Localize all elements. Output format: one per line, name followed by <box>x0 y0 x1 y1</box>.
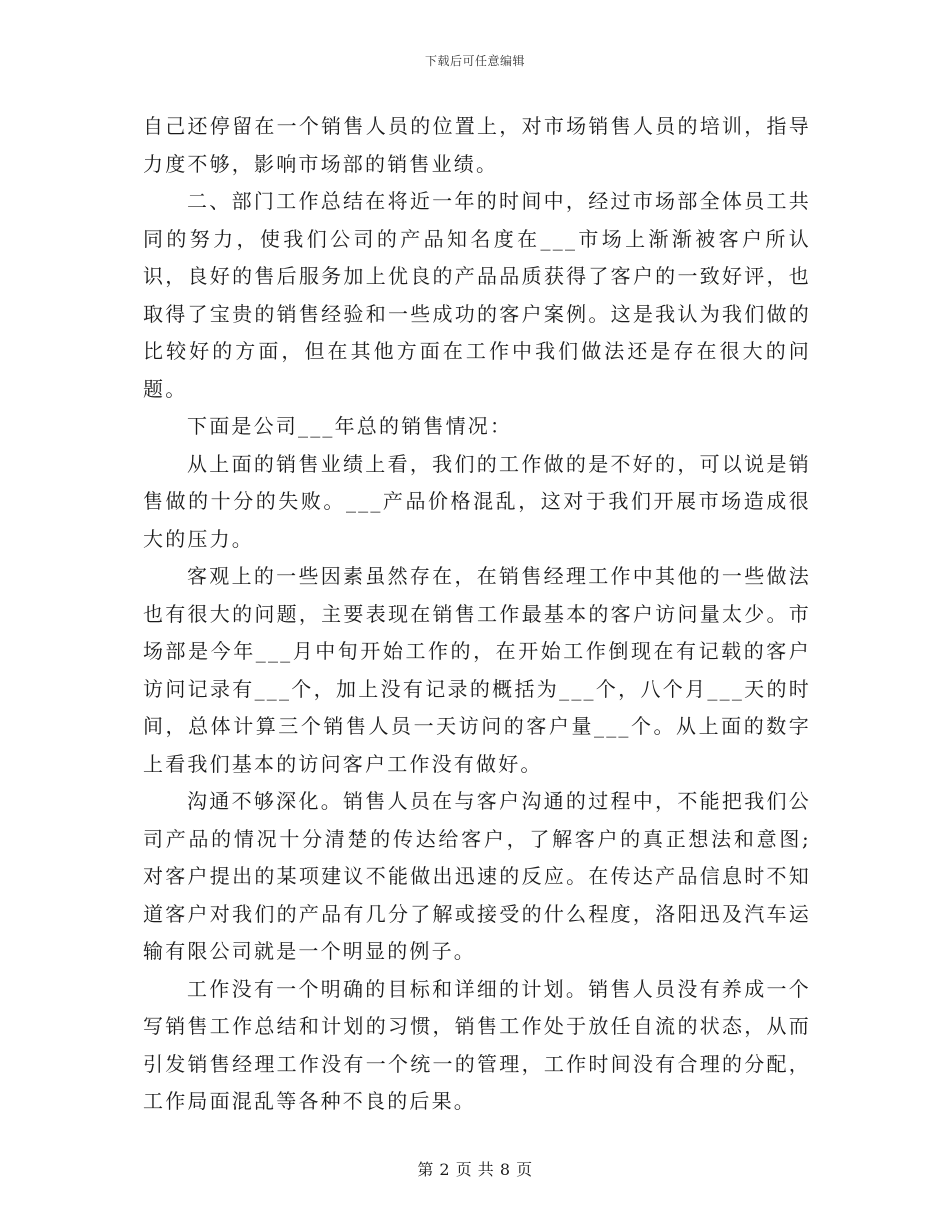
paragraph: 从上面的销售业绩上看，我们的工作做的是不好的，可以说是销售做的十分的失败。___产品价格混乱，这对于我们开展市场造成很大的压力。 <box>143 451 811 551</box>
page-number: 第 2 页 共 8 页 <box>417 1160 533 1179</box>
page-header: 下载后可任意编辑 <box>424 54 525 68</box>
paragraph: 客观上的一些因素虽然存在，在销售经理工作中其他的一些做法也有很大的问题，主要表现在销售工作最基本的客户访问量太少。市场部是今年___月中旬开始工作的，在开始工作倒现在有记载的客户访问记录有___个，加上没有记录的概括为___个，八个月___天的时间，总体计算三个销售人员一天访问的客户量___个。从上面的数字上看我们基本的访问客户工作没有做好。 <box>143 564 811 776</box>
paragraph: 下面是公司___年总的销售情况： <box>187 414 513 438</box>
paragraph: 自己还停留在一个销售人员的位置上，对市场销售人员的培训，指导力度不够，影响市场部的销售业绩。 <box>143 114 811 176</box>
paragraph: 工作没有一个明确的目标和详细的计划。销售人员没有养成一个写销售工作总结和计划的习惯，销售工作处于放任自流的状态，从而引发销售经理工作没有一个统一的管理，工作时间没有合理的分配，工作局面混乱等各种不良的后果。 <box>143 976 811 1113</box>
paragraph: 沟通不够深化。销售人员在与客户沟通的过程中，不能把我们公司产品的情况十分清楚的传达给客户，了解客户的真正想法和意图;对客户提出的某项建议不能做出迅速的反应。在传达产品信息时不知道客户对我们的产品有几分了解或接受的什么程度，洛阳迅及汽车运输有限公司就是一个明显的例子。 <box>143 789 811 963</box>
document-body <box>143 108 811 1121</box>
paragraph: 二、部门工作总结在将近一年的时间中，经过市场部全体员工共同的努力，使我们公司的产品知名度在___市场上渐渐被客户所认识，良好的售后服务加上优良的产品品质获得了客户的一致好评，也取得了宝贵的销售经验和一些成功的客户案例。这是我认为我们做的比较好的方面，但在其他方面在工作中我们做法还是存在很大的问题。 <box>143 189 811 401</box>
